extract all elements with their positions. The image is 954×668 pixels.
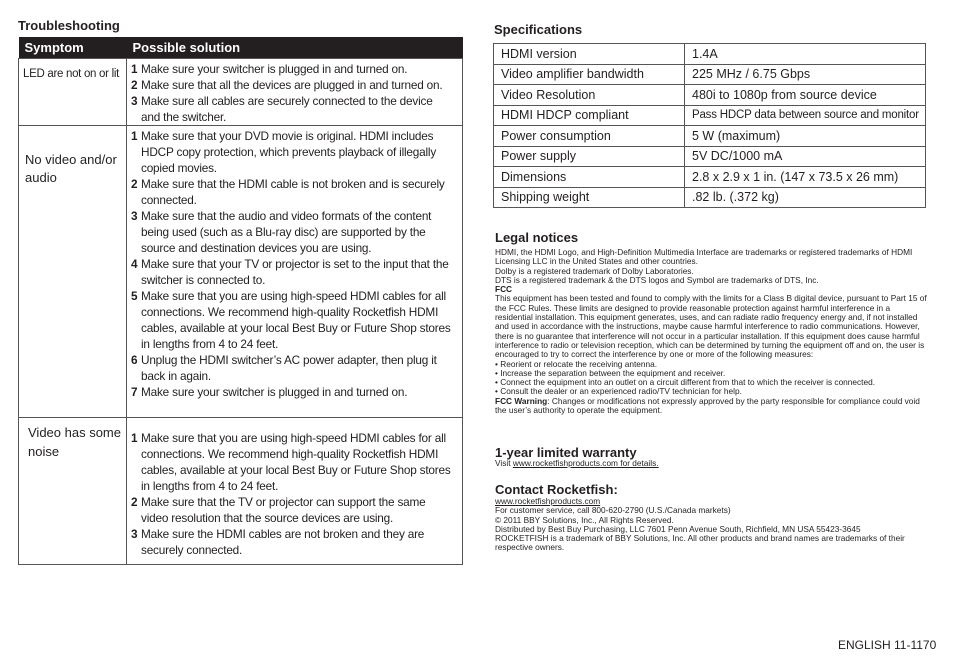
table-header-row bbox=[19, 37, 463, 59]
fcc-measure: • Increase the separation between the equipment and receiver. bbox=[495, 367, 726, 378]
fcc-warning-label: FCC Warning bbox=[495, 395, 548, 406]
spec-value: Pass HDCP data between source and monitor bbox=[685, 105, 926, 126]
contact-heading: Contact Rocketfish: bbox=[495, 482, 618, 497]
spec-label: HDMI HDCP compliant bbox=[494, 105, 685, 126]
trademark-text: DTS is a registered trademark & the DTS logos and Symbol are trademarks of DTS, Inc. bbox=[495, 274, 819, 285]
spec-value: 1.4A bbox=[685, 44, 926, 65]
symptom-cell: Video has some noise bbox=[19, 418, 127, 565]
spec-label: Video Resolution bbox=[494, 85, 685, 106]
spec-value: 480i to 1080p from source device bbox=[685, 85, 926, 106]
spec-value: 2.8 x 2.9 x 1 in. (147 x 73.5 x 26 mm) bbox=[685, 167, 926, 188]
spec-label: Power supply bbox=[494, 146, 685, 167]
troubleshooting-table bbox=[18, 37, 463, 565]
table-row bbox=[19, 126, 463, 418]
legal-body bbox=[495, 248, 927, 415]
spec-value: .82 lb. (.372 kg) bbox=[685, 187, 926, 208]
solution-column-header: Possible solution bbox=[127, 37, 463, 59]
table-row bbox=[494, 85, 926, 106]
symptom-cell: No video and/or audio bbox=[19, 126, 127, 418]
warranty-heading: 1-year limited warranty bbox=[495, 445, 637, 460]
table-row bbox=[494, 44, 926, 65]
trademark-text: HDMI, the HDMI Logo, and High-Definition Multimedia Interface are trademarks or registered trademarks of HDMI Licensing LLC in the United States and other countries. bbox=[495, 247, 913, 267]
table-row bbox=[494, 187, 926, 208]
table-row bbox=[494, 146, 926, 167]
fcc-warning-text: : Changes or modifications not expressly approved by the party responsible for compliance could void the user’s authority to operate the equipment. bbox=[495, 395, 920, 416]
spec-value: 225 MHz / 6.75 Gbps bbox=[685, 64, 926, 85]
warranty-link[interactable]: www.rocketfishproducts.com for details. bbox=[512, 458, 659, 468]
table-row bbox=[19, 418, 463, 565]
warranty-body bbox=[495, 459, 927, 468]
table-row bbox=[494, 105, 926, 126]
spec-label: Video amplifier bandwidth bbox=[494, 64, 685, 85]
spec-label: Shipping weight bbox=[494, 187, 685, 208]
trademark-text: Dolby is a registered trademark of Dolby Laboratories. bbox=[495, 265, 694, 276]
fcc-measure: • Consult the dealer or an experienced radio/TV technician for help. bbox=[495, 386, 742, 397]
contact-line: For customer service, call 800-620-2790 (U.S./Canada markets) bbox=[495, 505, 731, 516]
solution-cell: 1 Make sure your switcher is plugged in and turned on. 2 Make sure that all the devices are plugged in and turned on. 3 Make sure all cables are securely connected to the device and the switcher. bbox=[127, 59, 463, 126]
specifications-heading: Specifications bbox=[494, 22, 583, 37]
contact-line: Distributed by Best Buy Purchasing, LLC 7601 Penn Avenue South, Richfield, MN USA 55423-3645 bbox=[495, 523, 861, 534]
spec-label: Dimensions bbox=[494, 167, 685, 188]
spec-label: HDMI version bbox=[494, 44, 685, 65]
page-footer: ENGLISH 11-1170 bbox=[838, 638, 937, 652]
symptom-cell: LED are not on or lit bbox=[19, 59, 127, 126]
contact-line: ROCKETFISH is a trademark of BBY Solutions, Inc. All other products and brand names are trademarks of their respective owners. bbox=[495, 533, 905, 553]
fcc-body: This equipment has been tested and found to comply with the limits for a Class B digital device, pursuant to Part 15 of the FCC Rules. These limits are designed to provide reasonable protection against harmful interference in a residential installation. This equipment generates, uses, and can radiate radio frequency energy and, if not installed and used in accordance with the instructions, maybe cause harmful interference to radio communications. However, there is no guarantee that interference will not occur in a particular installation. If this equipment does cause harmful interference to radio or television reception, which can be determined by turning the equipment off and on, the user is encouraged to try to correct the interference by one or more of the following measures: bbox=[495, 293, 927, 360]
legal-heading: Legal notices bbox=[495, 230, 579, 245]
spec-value: 5 W (maximum) bbox=[685, 126, 926, 147]
spec-label: Power consumption bbox=[494, 126, 685, 147]
table-row bbox=[494, 64, 926, 85]
contact-line: © 2011 BBY Solutions, Inc., All Rights Reserved. bbox=[495, 514, 674, 525]
table-row bbox=[19, 59, 463, 126]
fcc-heading: FCC bbox=[495, 284, 513, 295]
troubleshooting-heading: Troubleshooting bbox=[18, 18, 120, 33]
contact-body bbox=[495, 497, 927, 553]
fcc-warning bbox=[495, 397, 927, 416]
specifications-table bbox=[493, 43, 926, 208]
solution-cell: 1 Make sure that your DVD movie is original. HDMI includes HDCP copy protection, which prevents playback of illegally copied movies. 2 Make sure that the HDMI cable is not broken and is securely connected. 3 Make sure that the audio and video formats of the content being used (such as a Blu-ray disc) are supported by the source and destination devices you are using. 4 Make sure that your TV or projector is set to the input that the switcher is connected to. 5 Make sure that you are using high-speed HDMI cables for all connections. We recommend high-quality Rocketfish HDMI cables, available at your local Best Buy or Future Shop stores in lengths from 4 to 24 feet. 6 Unplug the HDMI switcher’s AC power adapter, then plug it back in again. 7 Make sure your switcher is plugged in and turned on. bbox=[127, 126, 463, 418]
symptom-column-header: Symptom bbox=[19, 37, 127, 59]
solution-cell: 1 Make sure that you are using high-speed HDMI cables for all connections. We recommend high-quality Rocketfish HDMI cables, available at your local Best Buy or Future Shop stores in lengths from 4 to 24 feet. 2 Make sure that the TV or projector can support the same video resolution that the source devices are using. 3 Make sure the HDMI cables are not broken and they are securely connected. bbox=[127, 418, 463, 565]
fcc-measure: • Connect the equipment into an outlet on a circuit different from that to which the receiver is connected. bbox=[495, 377, 876, 388]
spec-value: 5V DC/1000 mA bbox=[685, 146, 926, 167]
table-row bbox=[494, 126, 926, 147]
contact-url-link[interactable]: www.rocketfishproducts.com bbox=[495, 496, 601, 506]
fcc-measure: • Reorient or relocate the receiving antenna. bbox=[495, 358, 658, 369]
warranty-prefix: Visit bbox=[495, 458, 513, 468]
table-row bbox=[494, 167, 926, 188]
